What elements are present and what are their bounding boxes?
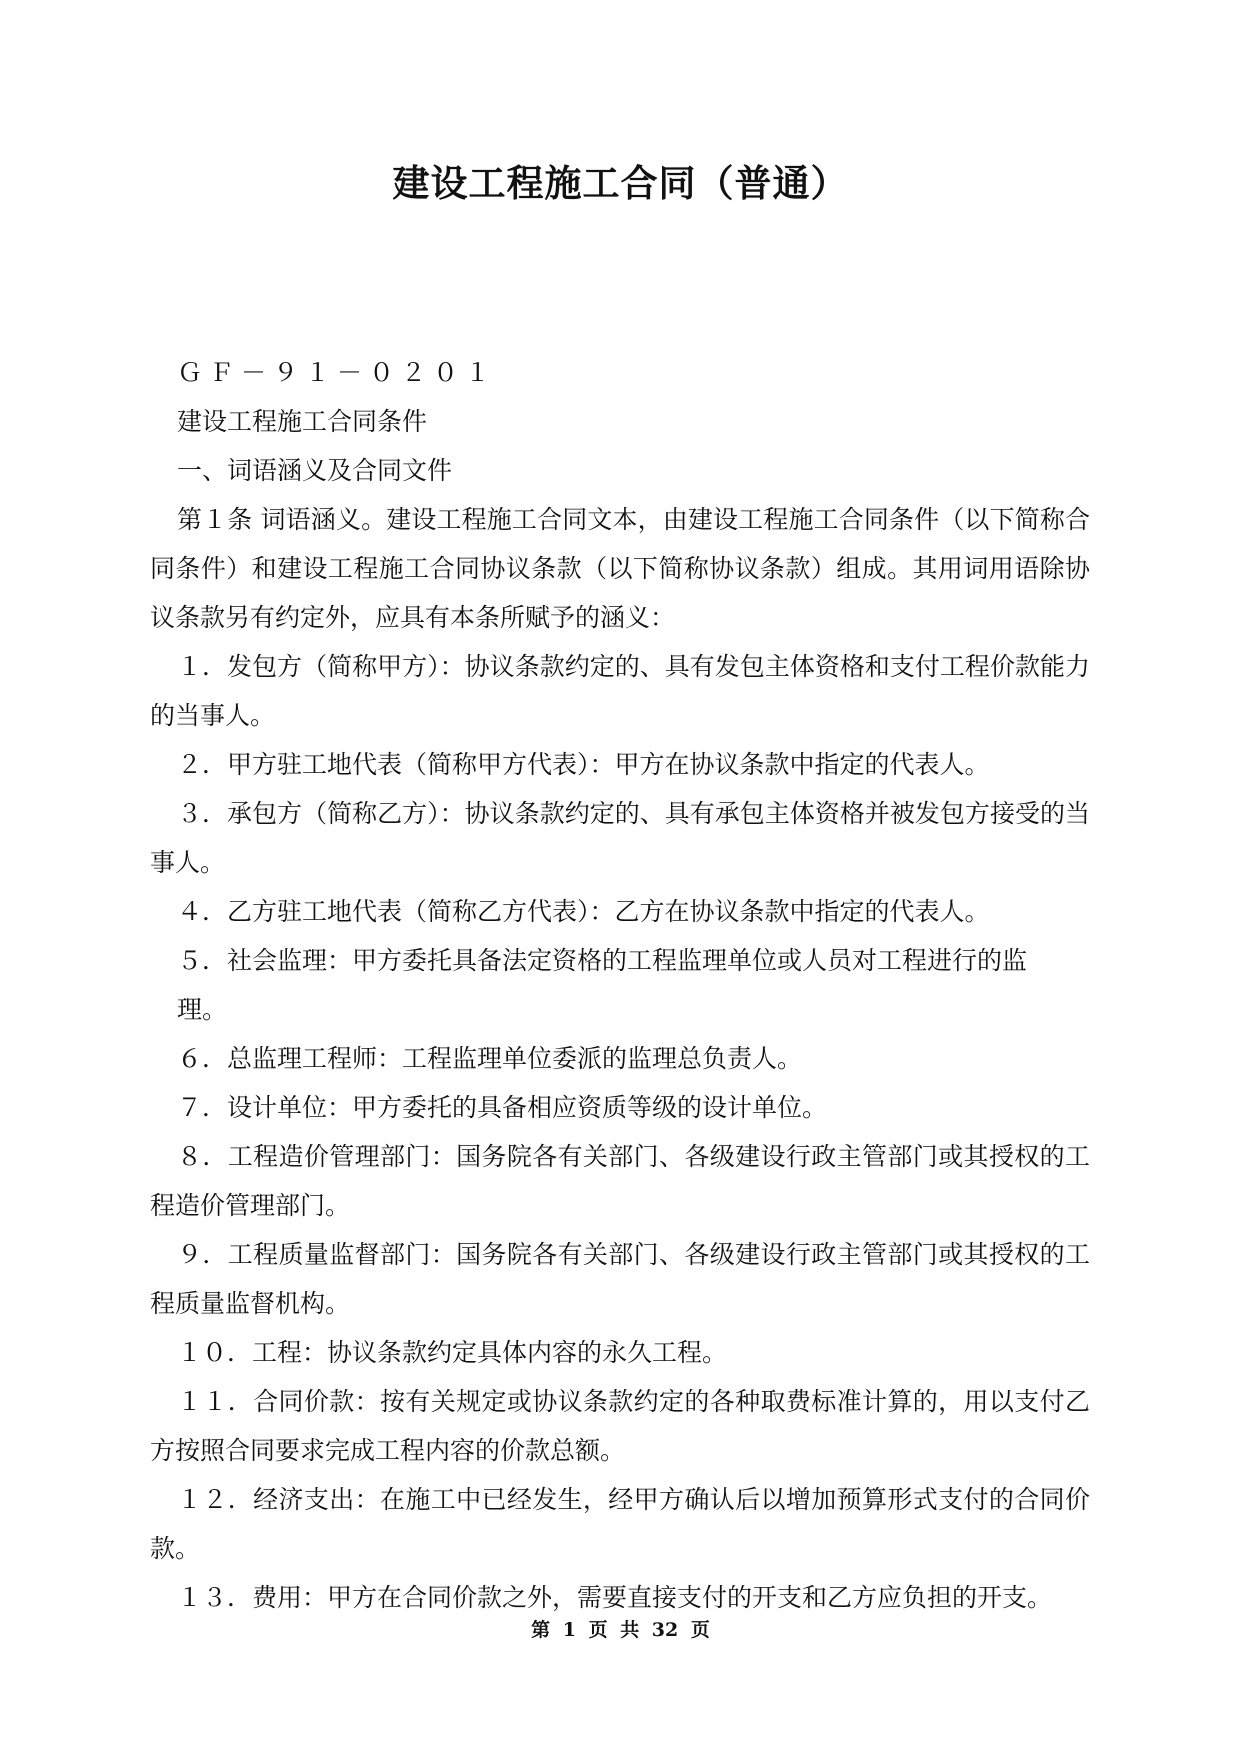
definition-item-11: １１．合同价款：按有关规定或协议条款约定的各种取费标准计算的，用以支付乙方按照合同要求完成工程内容的价款总额。 bbox=[150, 1387, 1090, 1465]
section-heading: 一、词语涵义及合同文件 bbox=[177, 456, 453, 485]
definition-item-10: １０．工程：协议条款约定具体内容的永久工程。 bbox=[177, 1338, 728, 1367]
definition-item-7: ７．设计单位：甲方委托的具备相应资质等级的设计单位。 bbox=[177, 1093, 828, 1122]
definition-item-6: ６．总监理工程师：工程监理单位委派的监理总负责人。 bbox=[177, 1044, 803, 1073]
article-1-paragraph: 第１条 词语涵义。建设工程施工合同文本，由建设工程施工合同条件（以下简称合同条件）和建设工程施工合同协议条款（以下简称协议条款）组成。其用词用语除协议条款另有约定外，应具有本条所赋予的涵义： bbox=[150, 505, 1090, 632]
definition-item-1: １．发包方（简称甲方）：协议条款约定的、具有发包主体资格和支付工程价款能力的当事人。 bbox=[150, 652, 1090, 730]
definition-item-4: ４．乙方驻工地代表（简称乙方代表）：乙方在协议条款中指定的代表人。 bbox=[177, 897, 990, 926]
definition-item-8: ８．工程造价管理部门：国务院各有关部门、各级建设行政主管部门或其授权的工程造价管理部门。 bbox=[150, 1142, 1090, 1220]
definition-item-9: ９．工程质量监督部门：国务院各有关部门、各级建设行政主管部门或其授权的工程质量监督机构。 bbox=[150, 1240, 1090, 1318]
document-body bbox=[150, 348, 1090, 1622]
page-number-footer: 第 1 页 共 32 页 bbox=[531, 1619, 710, 1641]
definition-item-5-continuation: 理。 bbox=[177, 995, 228, 1024]
definition-item-12: １２．经济支出：在施工中已经发生，经甲方确认后以增加预算形式支付的合同价款。 bbox=[150, 1485, 1090, 1563]
definition-item-13: １３．费用：甲方在合同价款之外，需要直接支付的开支和乙方应负担的开支。 bbox=[177, 1583, 1053, 1612]
conditions-subtitle: 建设工程施工合同条件 bbox=[177, 407, 428, 436]
definition-item-5: ５．社会监理：甲方委托具备法定资格的工程监理单位或人员对工程进行的监 bbox=[177, 946, 1028, 975]
definition-item-3: ３．承包方（简称乙方）：协议条款约定的、具有承包主体资格并被发包方接受的当事人。 bbox=[150, 799, 1090, 877]
definition-item-2: ２．甲方驻工地代表（简称甲方代表）：甲方在协议条款中指定的代表人。 bbox=[177, 750, 990, 779]
page-title: 建设工程施工合同（普通） bbox=[392, 162, 849, 205]
contract-code: ＧＦ－９１－０２０１ bbox=[177, 358, 498, 387]
